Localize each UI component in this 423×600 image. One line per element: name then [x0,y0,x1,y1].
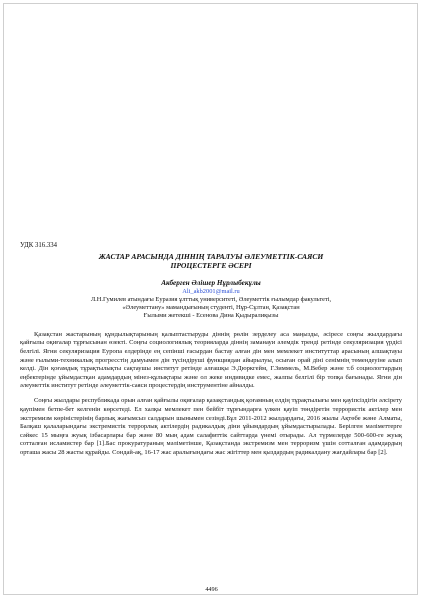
affiliation-line: «Әлеуметтану» мамандығының студенті, Нұр-Сұлтан, Қазақстан [122,303,300,311]
article [20,242,402,464]
article-title [20,252,402,271]
page-number: 4496 [205,586,218,593]
affiliation-line: Л.Н.Гумилев атындағы Еуразия ұлттық университеті, Әлеуметтік ғылымдар факультеті, [90,295,332,303]
title-line: ПРОЦЕСТЕРГЕ ӘСЕРІ [170,261,252,271]
author-block [20,279,402,320]
body-paragraph: Қазақстан жастарының құндылықтарының қалыптастыруды діннің рөлін зерделеу аса маңызды, әсіресе соңғы жылдардағы қайғылы оқиғалар тұрғысынан өзекті. Соңғы социологиялық теорияларда діннің заманауи әлемдік трендi ретiнде секуляризация үрдісі белгілі. Ягни секуляризация Еуропа елдерінде ең сепінші ғасырдан бастау алған дін мен мемлекет институттар арасының алшақтауы және ғылыми-техникалық прогресстің дамуымен дін түсіндірушi функциядан айырылуы, осыған орай дінi сенiмнiң төмендеуіне алып келді. Дін қоғамдық тұрақтылықты сақтаушы институт ретінде алғашқы Э.Дюркгейм, Г.Зиммель, М.Вебер және т.б социологтардың еңбектерінде ұйымдастқан адамдардың мінез-құлықтары және ол жеке индивидке емес, жалпы белгілі бір топқа бағынады. Ягни дін әлеуметтік институт ретінде әлеуметтік-саяси процестердің инструментіне айналды. [20,330,402,390]
body-paragraph: Соңғы жылдары республикада орын алған қайғылы оқиғалар қазақстандық қоғамның елдің тұрақтылығы мен қауіпсіздігін әлсірету қаупімен бетпе-бет келгенін көрсетеді. Ел халқы мемлекет пен бейбіт тұрғындарға үлкен қауіп төндіретін террористік актілер мен экстремизм көріністерінің барлық жағымсыз салдарын шынымен сезінді.Бұл 2011-2012 жылдардағы, 2016 жылы Ақтөбе және Алматы, Балқаш қалаларындағы экстремистік террорлық актілердің радикалдық діни ұйымдардың ұйымдастырылады. Берілген мәліметтерге сәйкес 15 мыңға жуық ізбасарлары бар және 80 мың адам салафиттік сайттарда үнемі отырады. Ал түрмелерде 500-600-ге жуық сотталған исламистер бар [1].Бас прокуратураның мәліметінше, Қазақстанда экстремизм мен терроризм үшін сотталған адамдардың орташа жасы 28 жасты құрайды. Сондай-ақ, 16-17 жас аралығындағы жас жігіттер мен қыздардың радикалдану жағдайлары бар [2]. [20,397,402,456]
author-email-link[interactable]: Ali_akb2001@mail.ru [182,287,240,295]
supervisor-line: Ғылыми жетекші - Есенова Дина Қыдыралиқызы [143,311,279,319]
udc-code: УДК 316.334 [20,242,58,249]
title-line: ЖАСТАР АРАСЫНДА ДІННІҢ ТАРАЛУЫ ӘЛЕУМЕТТІК-САЯСИ [98,251,324,261]
author-name: Акберген Әлішер Нұрлыбекұлы [161,278,261,287]
